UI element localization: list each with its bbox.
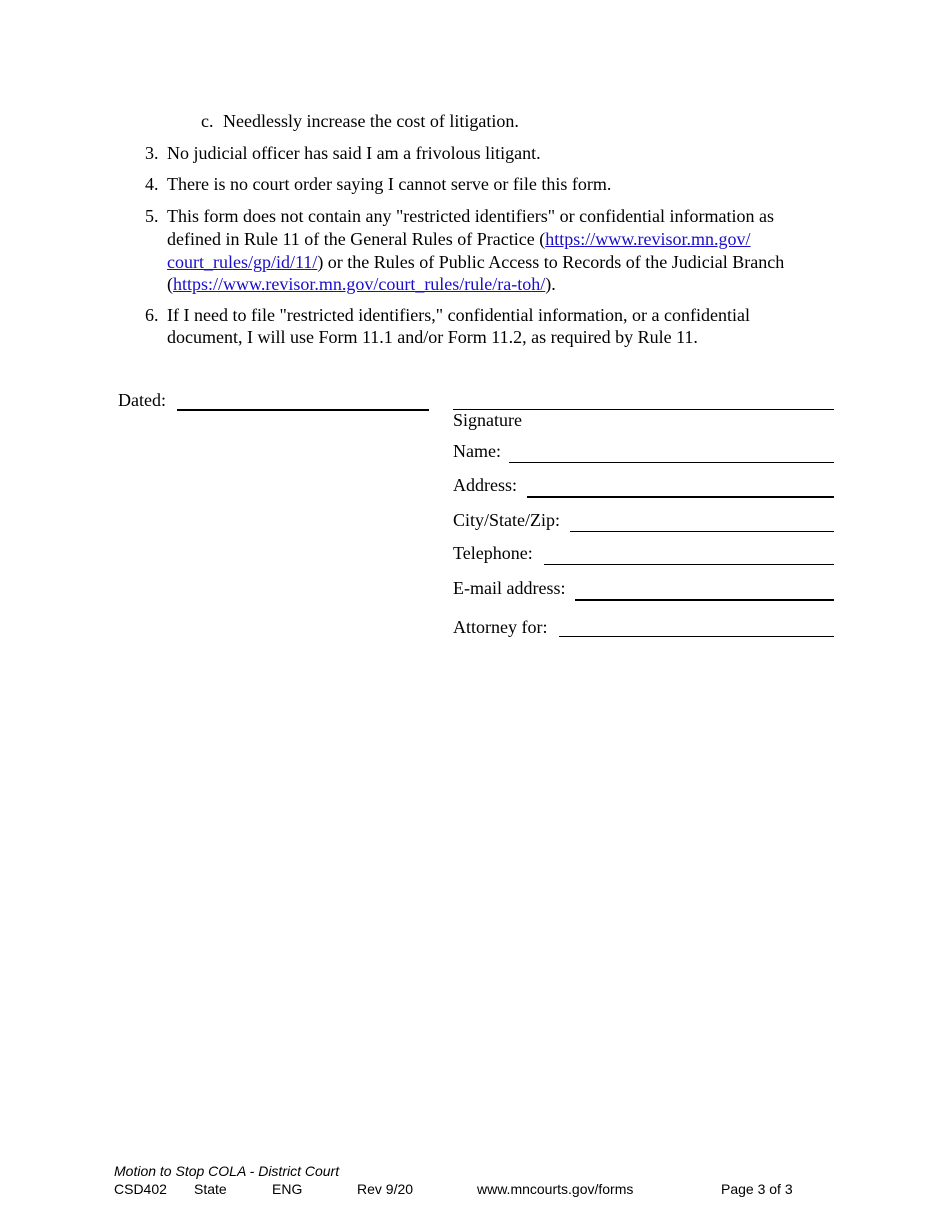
item-4-marker: 4. <box>145 174 159 194</box>
item-6-line-2: document, I will use Form 11.1 and/or Form 11.2, as required by Rule 11. <box>167 327 698 347</box>
footer-website: www.mncourts.gov/forms <box>477 1181 634 1197</box>
item-5-line-4 <box>167 273 556 295</box>
signature-label: Signature <box>453 410 522 430</box>
rule-11-link-part-2[interactable]: court_rules/gp/id/11/ <box>167 252 318 272</box>
email-label: E-mail address: <box>453 578 566 598</box>
item-4-text: There is no court order saying I cannot serve or file this form. <box>167 174 612 194</box>
footer-revision: Rev 9/20 <box>357 1181 414 1197</box>
footer-form-code: CSD402 <box>114 1181 167 1197</box>
footer-page-number: Page 3 of 3 <box>721 1181 793 1197</box>
item-5-line-2 <box>167 228 751 250</box>
item-5-marker: 5. <box>145 206 159 226</box>
item-6-line-1: If I need to file "restricted identifiers," confidential information, or a confidential <box>167 305 750 325</box>
city-state-zip-label: City/State/Zip: <box>453 510 560 530</box>
public-access-rules-link[interactable]: https://www.revisor.mn.gov/court_rules/rule/ra-toh/ <box>173 274 546 294</box>
item-5-line-1: This form does not contain any "restricted identifiers" or confidential information as <box>167 206 775 226</box>
item-5-line-4-close: ). <box>545 274 556 294</box>
attorney-for-label: Attorney for: <box>453 617 548 637</box>
dated-field-line[interactable] <box>177 409 429 411</box>
item-5-line-2-text: defined in Rule 11 of the General Rules of Practice ( <box>167 229 546 249</box>
item-5-line-4-open-paren: ( <box>167 274 173 294</box>
dated-label: Dated: <box>118 390 166 410</box>
footer-jurisdiction: State <box>194 1181 227 1197</box>
item-3-text: No judicial officer has said I am a frivolous litigant. <box>167 143 541 163</box>
telephone-label: Telephone: <box>453 543 533 563</box>
item-c-marker: c. <box>201 111 214 131</box>
telephone-field-line[interactable] <box>544 564 834 565</box>
item-c-text: Needlessly increase the cost of litigation. <box>223 111 519 131</box>
name-label: Name: <box>453 441 501 461</box>
address-field-line[interactable] <box>527 496 834 498</box>
footer-form-title: Motion to Stop COLA - District Court <box>114 1163 340 1179</box>
footer-language: ENG <box>272 1181 303 1197</box>
address-label: Address: <box>453 475 517 495</box>
item-3-marker: 3. <box>145 143 159 163</box>
email-field-line[interactable] <box>575 599 834 601</box>
item-6-marker: 6. <box>145 305 159 325</box>
item-5-line-3-text: ) or the Rules of Public Access to Records of the Judicial Branch <box>317 252 785 272</box>
attorney-for-field-line[interactable] <box>559 636 834 637</box>
city-state-zip-field-line[interactable] <box>570 531 834 532</box>
rule-11-link-part-1[interactable]: https://www.revisor.mn.gov/ <box>545 229 751 249</box>
item-5-line-3 <box>167 251 784 273</box>
name-field-line[interactable] <box>509 462 834 463</box>
